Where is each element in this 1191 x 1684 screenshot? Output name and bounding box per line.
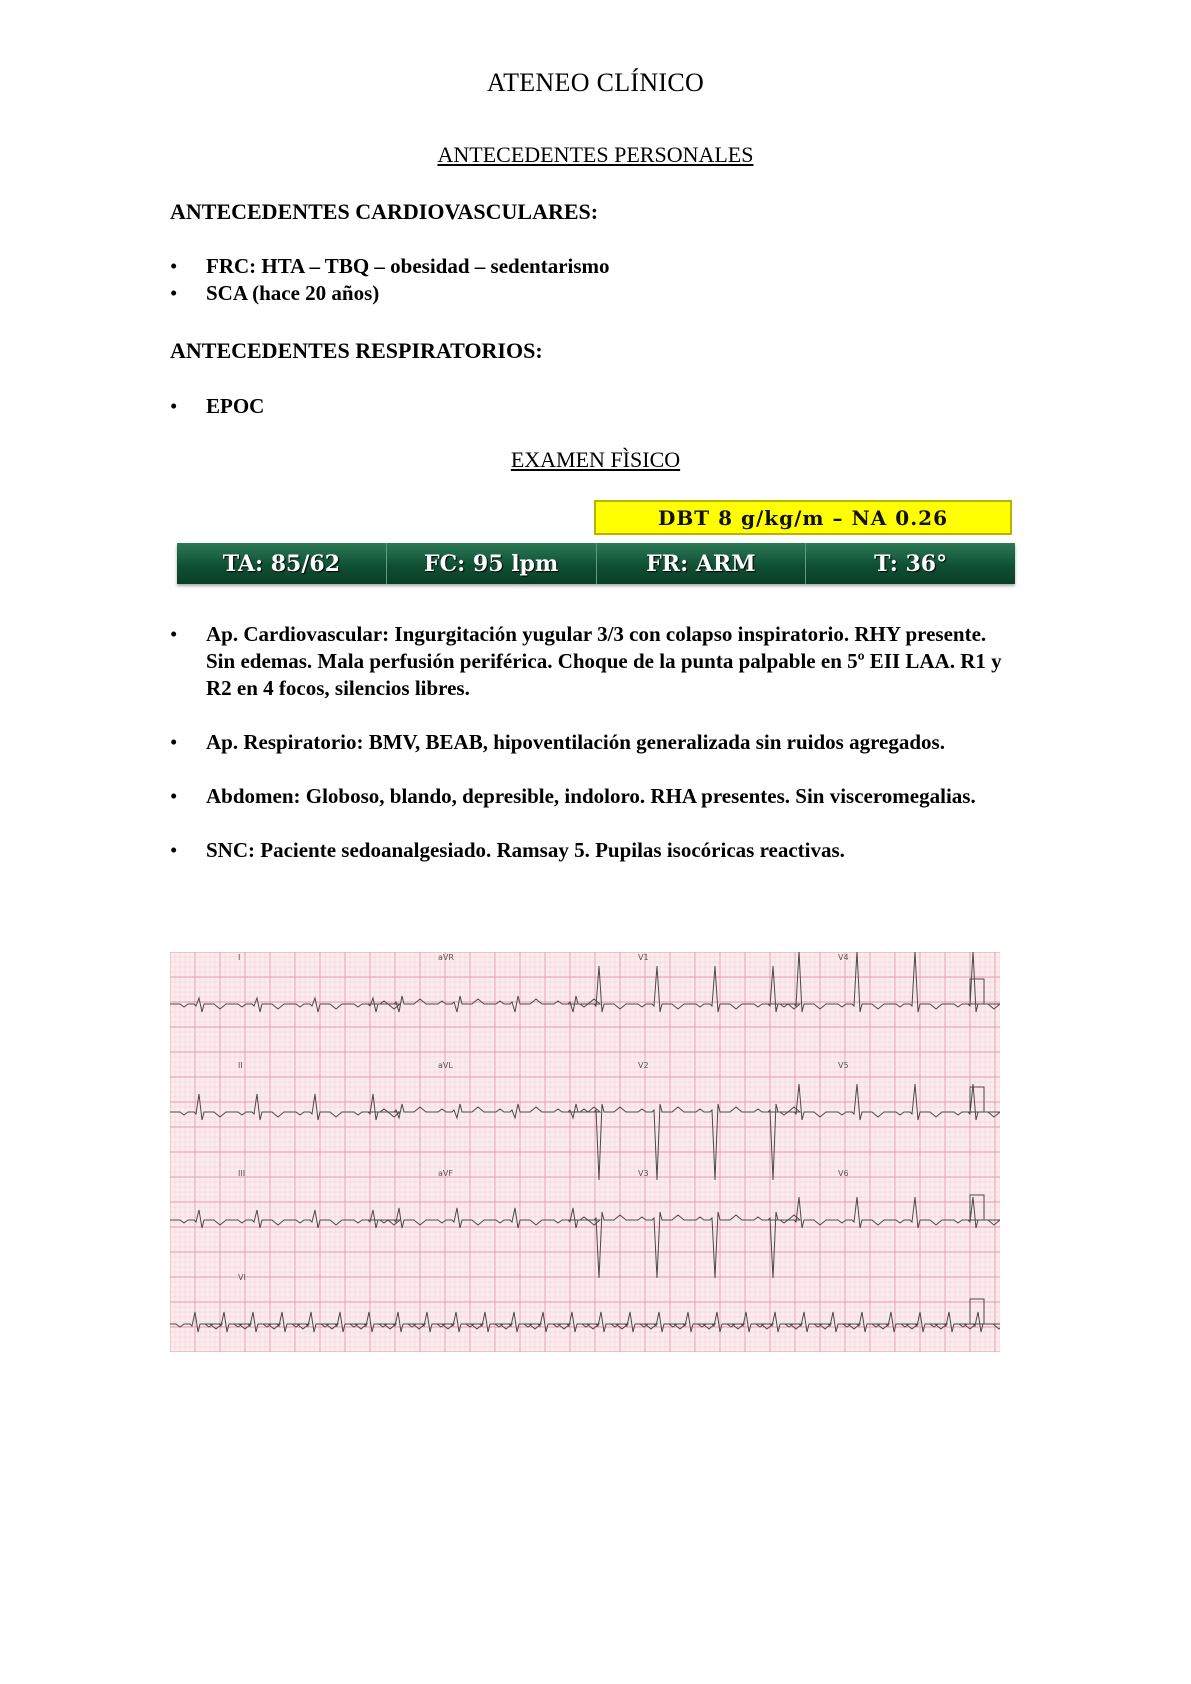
ecg-lead-label: aVR: [438, 953, 454, 962]
ecg-lead-label: VI: [238, 1273, 246, 1282]
list-item: • SNC: Paciente sedoanalgesiado. Ramsay 5. Pupilas isocóricas reactivas.: [170, 837, 1020, 864]
list-item: • Ap. Respiratorio: BMV, BEAB, hipoventilación generalizada sin ruidos agregados.: [170, 729, 1020, 756]
list-item: • Abdomen: Globoso, blando, depresible, indoloro. RHA presentes. Sin visceromegalias.: [170, 783, 1020, 810]
ecg-lead-label: aVL: [438, 1061, 453, 1070]
ecg-lead-label: V6: [838, 1169, 849, 1178]
drug-infusion-box: DBT 8 g/kg/m – NA 0.26: [594, 500, 1012, 535]
ecg-lead-label: V1: [638, 953, 649, 962]
ecg-strip: [170, 952, 1000, 1352]
ecg-lead-label: V4: [838, 953, 849, 962]
list-item: • SCA (hace 20 años): [170, 280, 1020, 307]
cardio-history-list: [170, 253, 1020, 307]
cardio-history-heading: ANTECEDENTES CARDIOVASCULARES:: [170, 199, 599, 224]
ecg-lead-label: V5: [838, 1061, 849, 1070]
section-heading-antecedentes: ANTECEDENTES PERSONALES: [437, 142, 754, 167]
list-item: • Ap. Cardiovascular: Ingurgitación yugular 3/3 con colapso inspiratorio. RHY presente. Sin edemas. Mala perfusión periférica. Choque de la punta palpable en 5º EII LAA. R1 y R2 en 4 focos, silencios libres.: [170, 621, 1020, 702]
ecg-image: [170, 952, 1000, 1352]
ecg-lead-label: V2: [638, 1061, 649, 1070]
section-heading-examen: EXAMEN FÌSICO: [510, 447, 681, 472]
list-item: • EPOC: [170, 393, 1020, 420]
vital-ta: TA: 85/62: [177, 543, 387, 584]
ecg-lead-label: II: [238, 1061, 243, 1070]
vital-signs-bar: [177, 543, 1015, 584]
resp-history-heading: ANTECEDENTES RESPIRATORIOS:: [170, 338, 543, 363]
ecg-lead-label: aVF: [438, 1169, 453, 1178]
page-title: ATENEO CLÍNICO: [486, 68, 705, 97]
exam-findings-list: [170, 621, 1020, 891]
ecg-lead-label: III: [238, 1169, 246, 1178]
ecg-lead-label: I: [238, 953, 241, 962]
list-item: • FRC: HTA – TBQ – obesidad – sedentarismo: [170, 253, 1020, 280]
resp-history-list: [170, 393, 1020, 420]
ecg-lead-label: V3: [638, 1169, 649, 1178]
vital-fc: FC: 95 lpm: [387, 543, 597, 584]
vital-t: T: 36°: [806, 543, 1015, 584]
vital-fr: FR: ARM: [597, 543, 807, 584]
